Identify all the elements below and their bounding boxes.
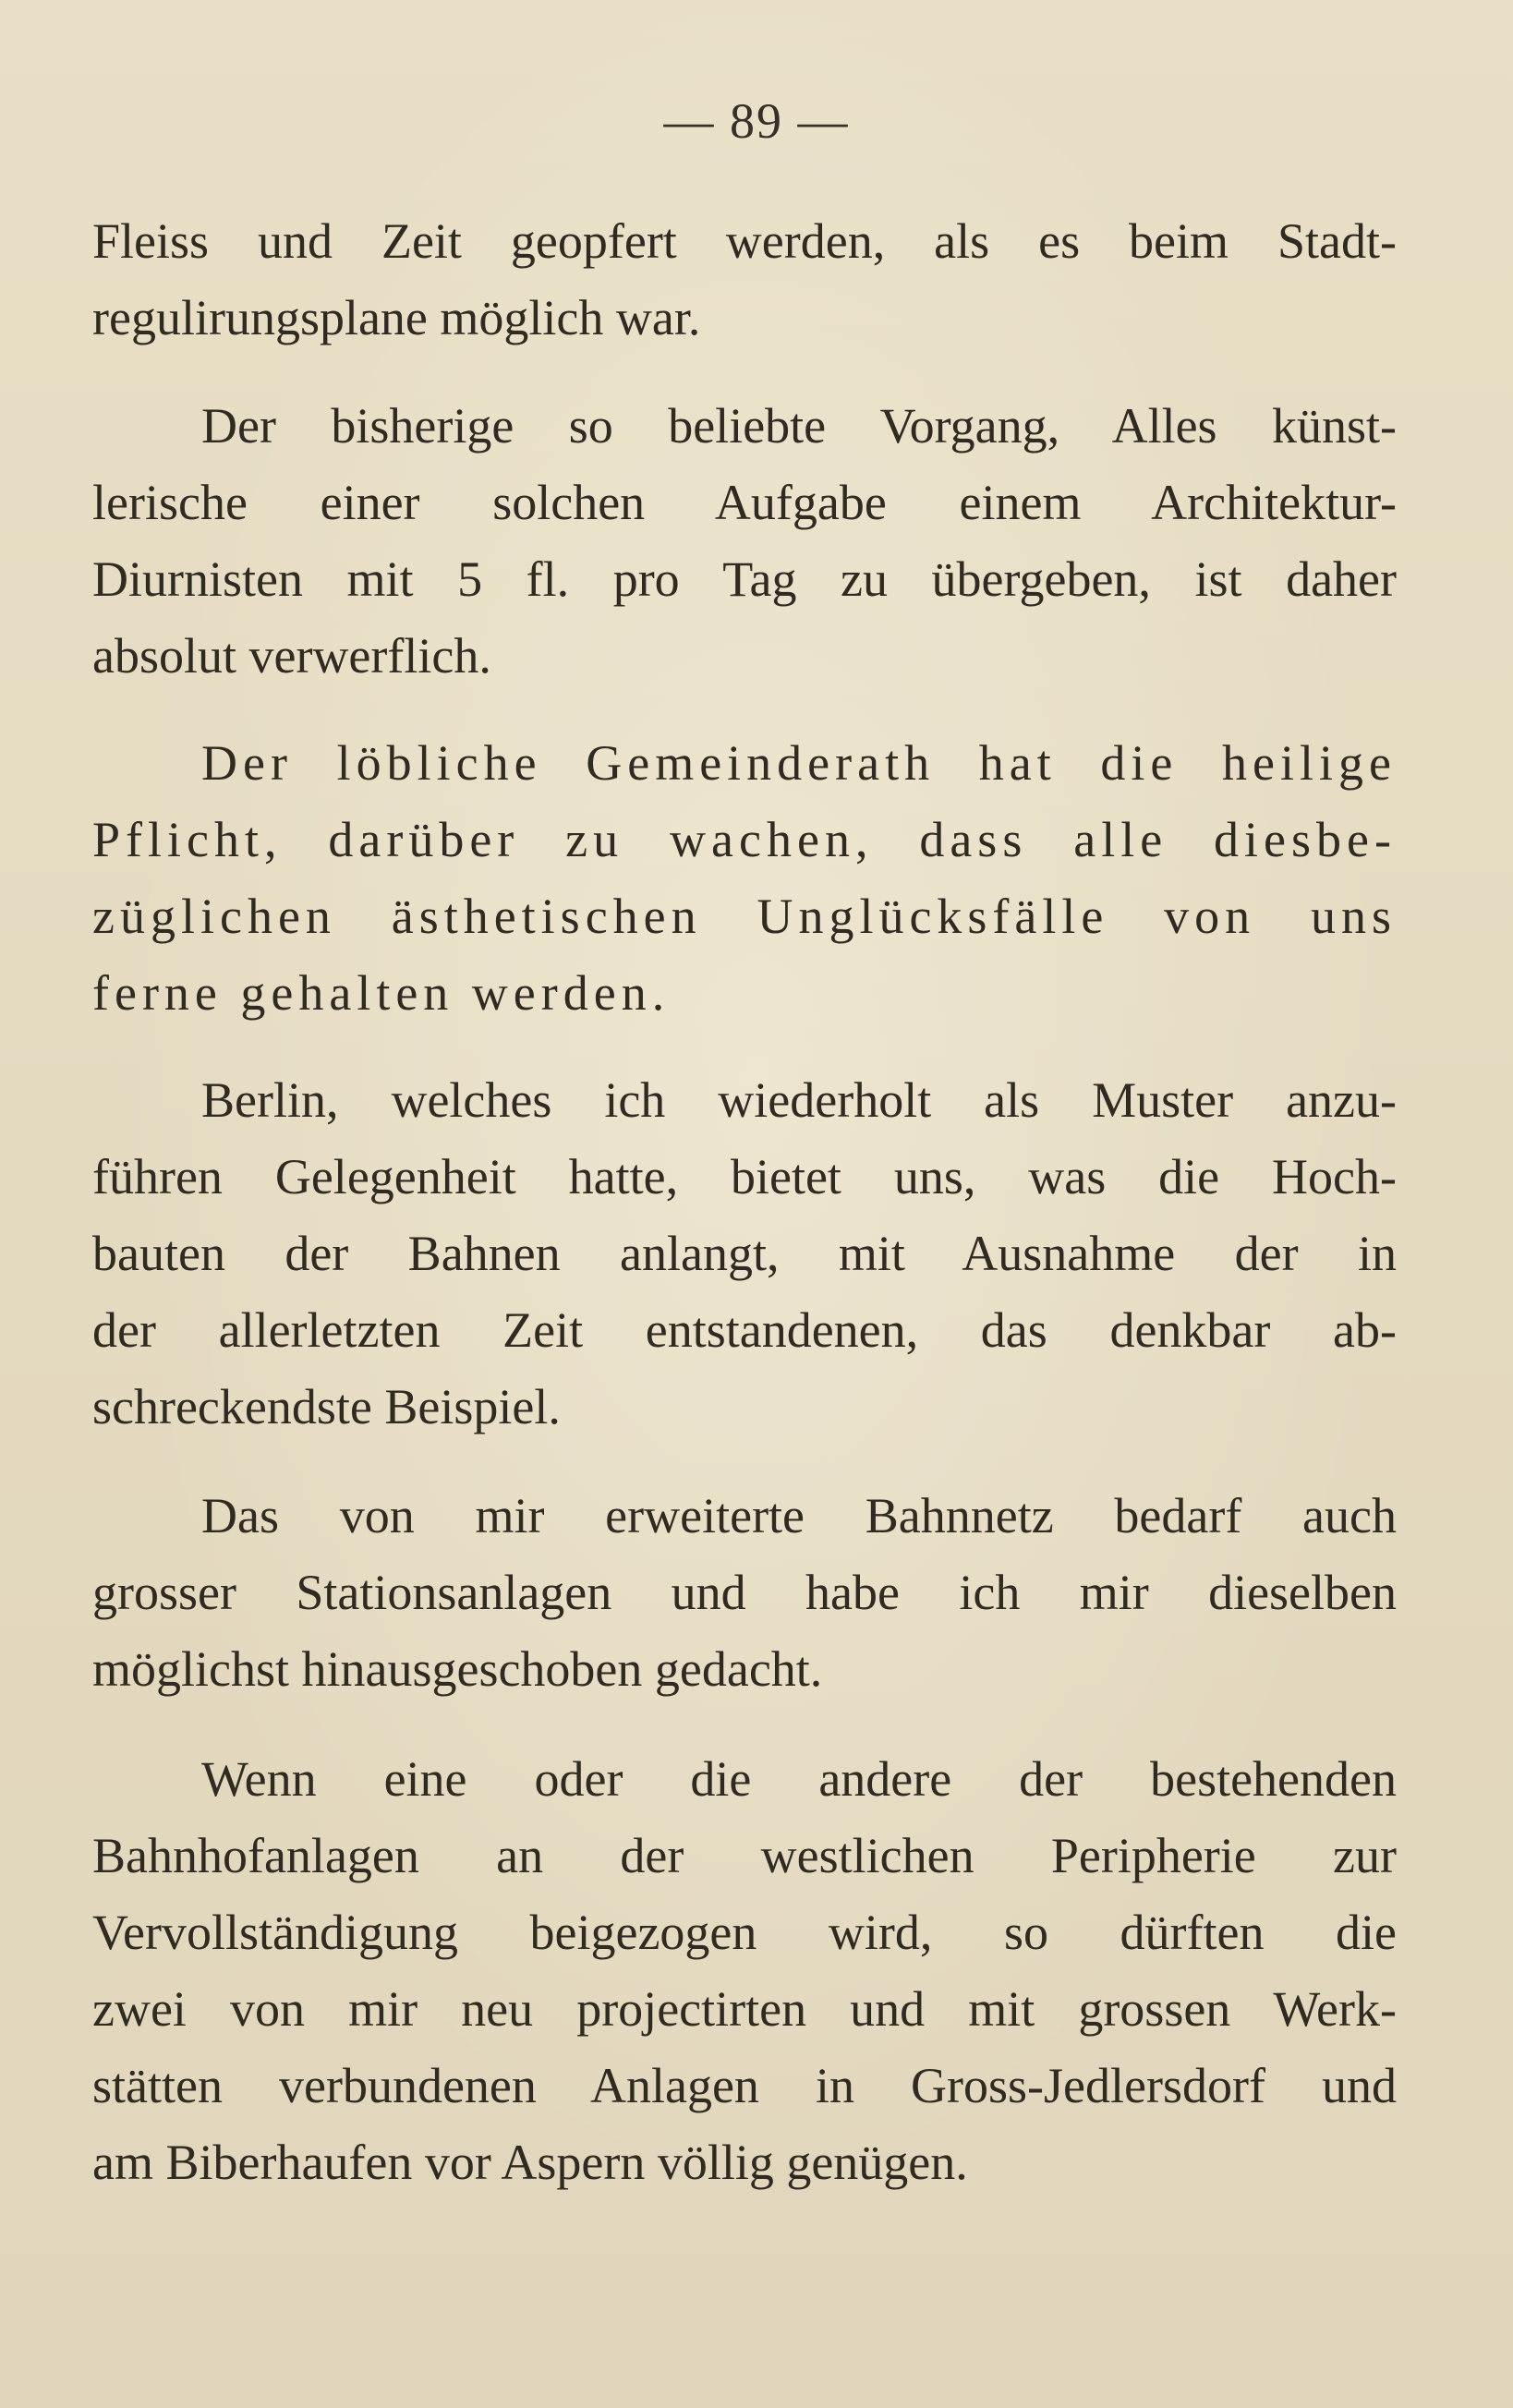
text-line: stätten verbundenen Anlagen in Gross-Jedlersdorf und [92, 2058, 1397, 2113]
text-line: Wenn eine oder die andere der bestehenden [201, 1751, 1397, 1807]
text-line: lerische einer solchen Aufgabe einem Architektur- [92, 475, 1397, 530]
paragraph-5 [92, 1478, 1397, 1708]
text-line: Diurnisten mit 5 fl. pro Tag zu übergeben, ist daher [92, 551, 1397, 607]
text-line: möglichst hinausgeschoben gedacht. [92, 1641, 823, 1697]
text-line: Der löbliche Gemeinderath hat die heilige [201, 735, 1397, 791]
text-line: am Biberhaufen vor Aspern völlig genügen. [92, 2135, 968, 2190]
paragraph-1 [92, 203, 1397, 357]
text-line: Pflicht, darüber zu wachen, dass alle diesbe- [92, 812, 1397, 867]
text-line: bauten der Bahnen anlangt, mit Ausnahme der in [92, 1226, 1397, 1281]
text-line: absolut verwerflich. [92, 628, 491, 684]
text-line: Vervollständigung beigezogen wird, so dürften die [92, 1905, 1397, 1960]
text-line: Bahnhofanlagen an der westlichen Peripherie zur [92, 1828, 1397, 1883]
text-line: führen Gelegenheit hatte, bietet uns, was die Hoch- [92, 1149, 1397, 1204]
text-line: Der bisherige so beliebte Vorgang, Alles künst- [201, 398, 1397, 454]
paragraph-4 [92, 1062, 1397, 1446]
text-line: zwei von mir neu projectirten und mit grossen Werk- [92, 1981, 1397, 2037]
text-line: der allerletzten Zeit entstandenen, das denkbar ab- [92, 1302, 1397, 1358]
text-line: Berlin, welches ich wiederholt als Muster anzu- [201, 1072, 1397, 1128]
text-line: Das von mir erweiterte Bahnnetz bedarf auch [201, 1488, 1397, 1543]
paragraph-2 [92, 388, 1397, 695]
text-line: ferne gehalten werden. [92, 965, 671, 1021]
text-line: regulirungsplane möglich war. [92, 290, 701, 345]
text-line: Fleiss und Zeit geopfert werden, als es beim Stadt- [92, 213, 1397, 269]
page-number: — 89 — [663, 93, 850, 149]
text-line: grosser Stationsanlagen und habe ich mir dieselben [92, 1565, 1397, 1620]
text-line: schreckendste Beispiel. [92, 1379, 561, 1434]
paragraph-3 [92, 725, 1397, 1032]
paragraph-6 [92, 1741, 1397, 2201]
text-line: züglichen ästhetischen Unglücksfälle von uns [92, 889, 1397, 944]
